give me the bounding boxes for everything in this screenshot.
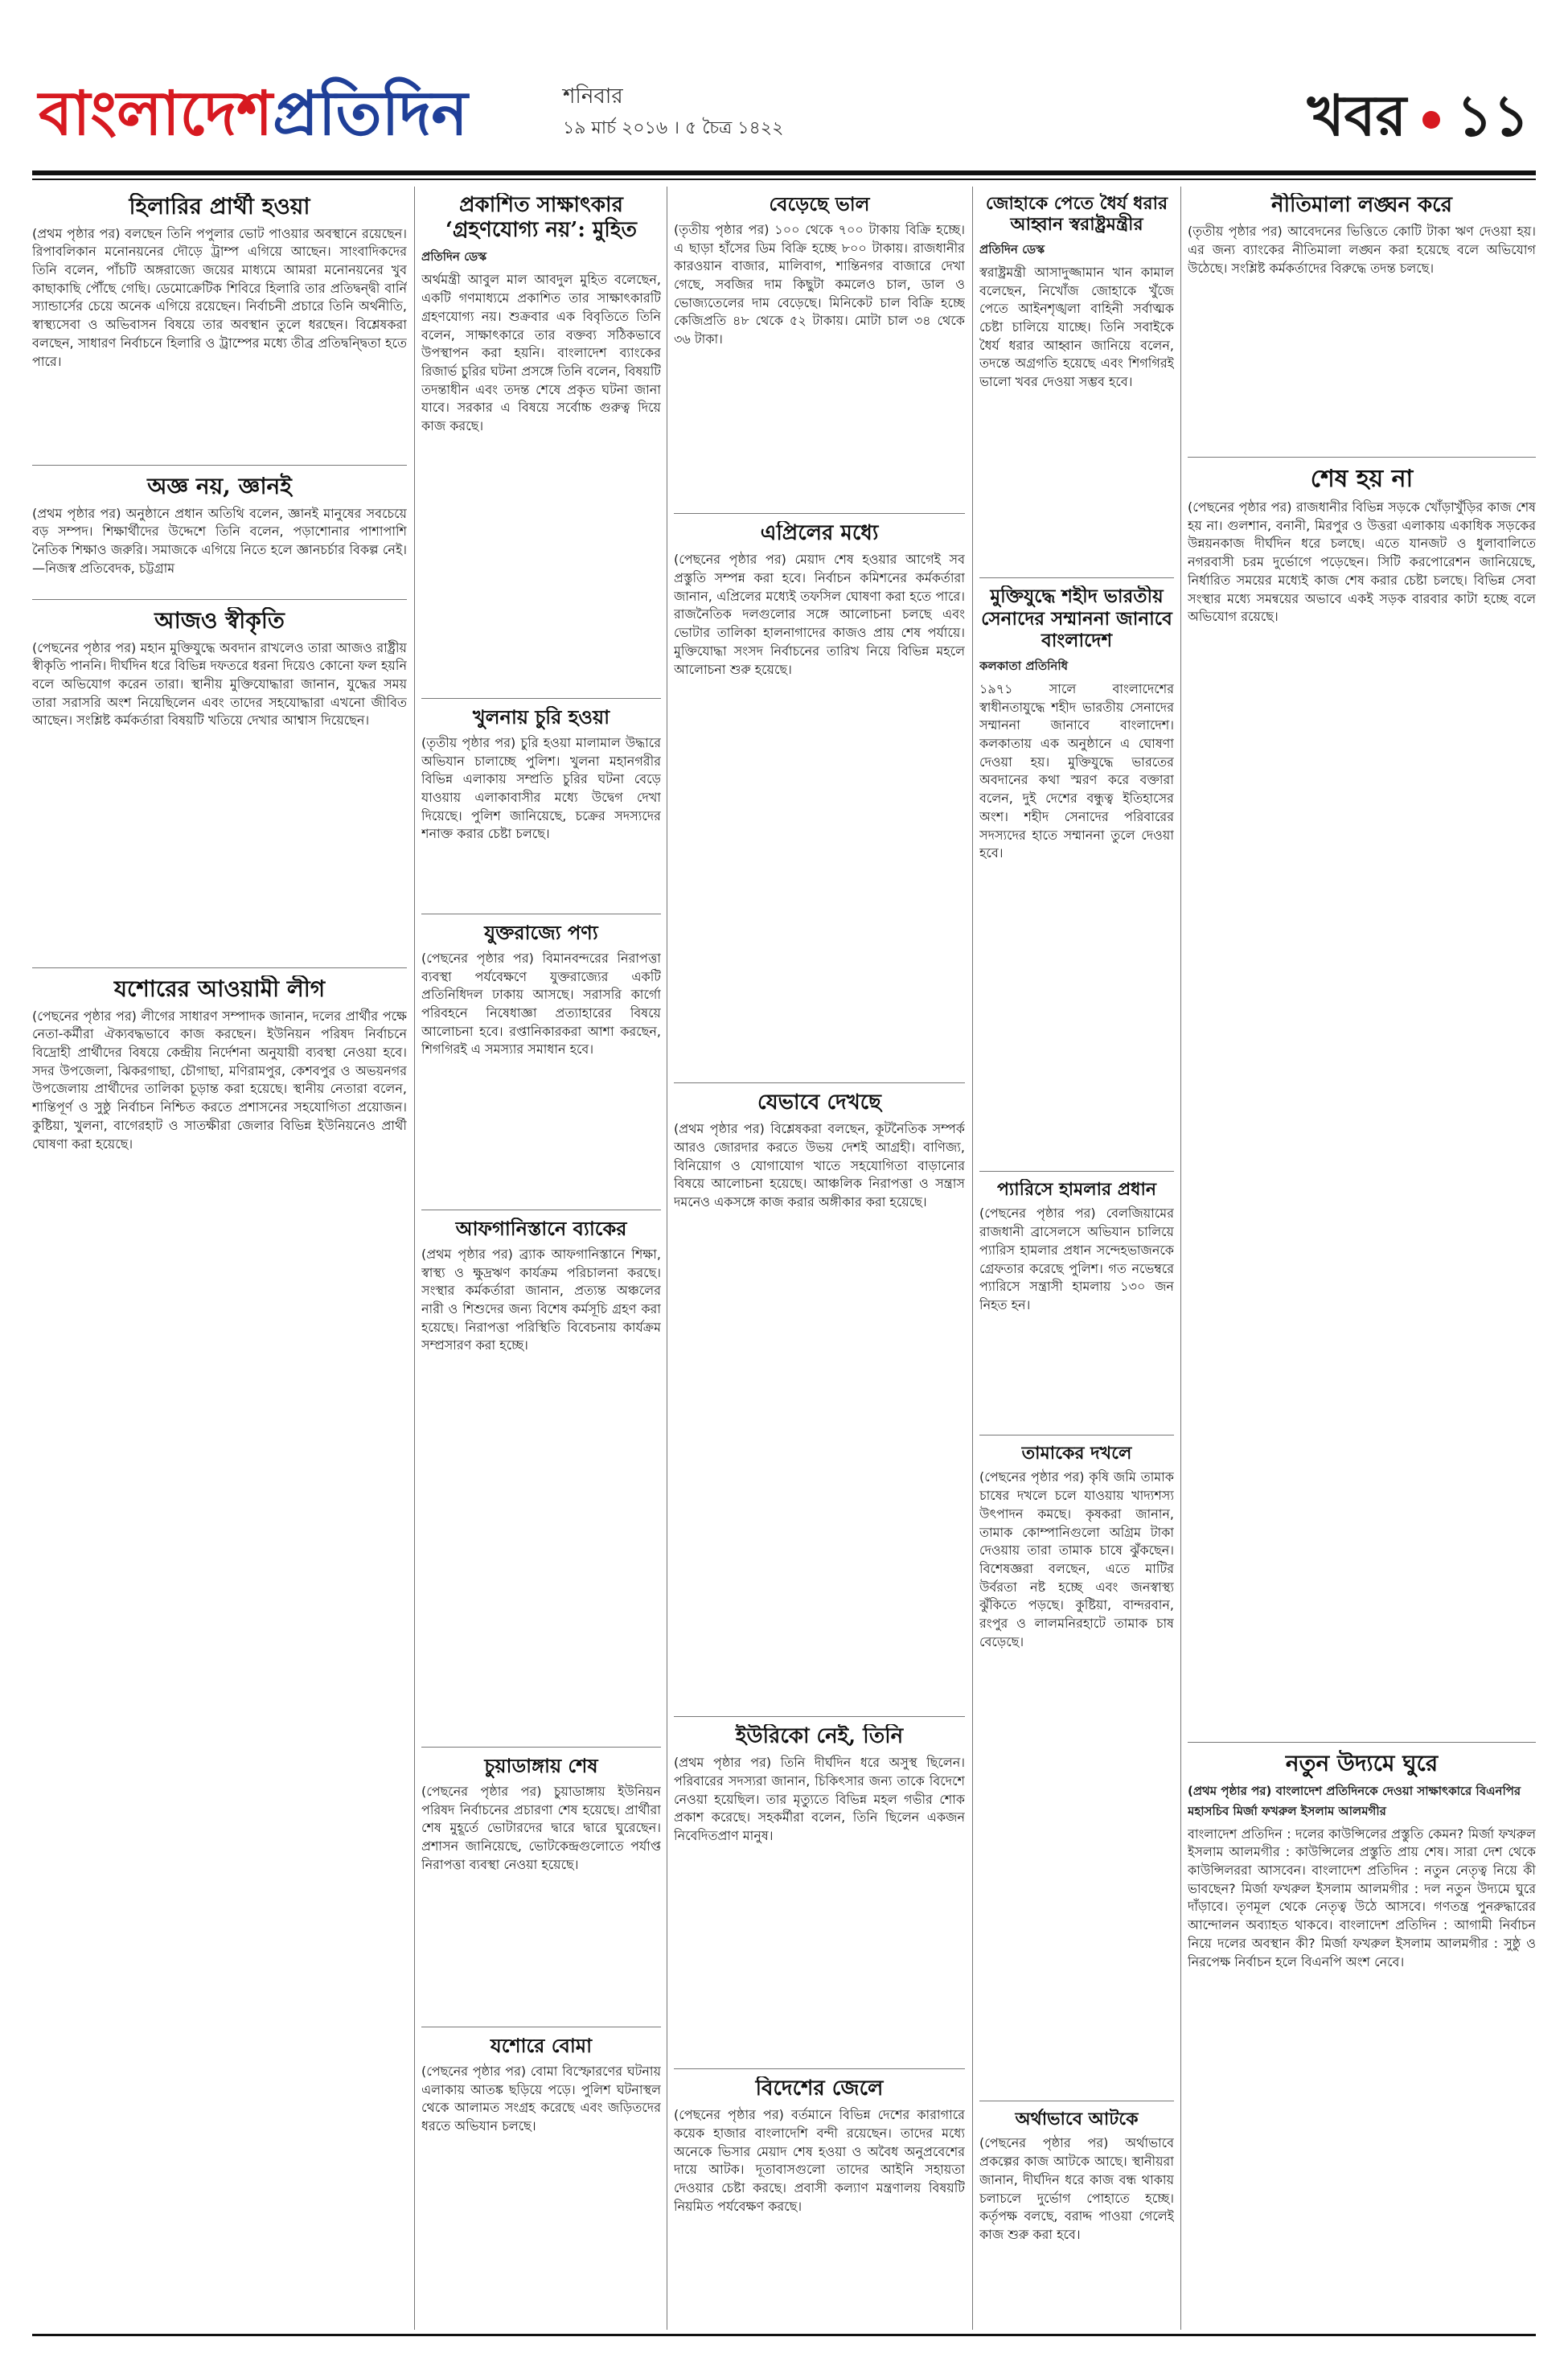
red-dot-icon [1422,111,1440,129]
headline: যশোরে বোমা [490,2035,593,2057]
byline: প্রতিদিন ডেস্ক [421,249,487,265]
brand-part-1: বাংলাদেশ [39,77,273,149]
article-body: (পেছনের পৃষ্ঠার পর) অর্থাভাবে প্রকল্পের কাজ আটকে আছে। স্থানীয়রা জানান, দীর্ঘদিন ধরে কাজ বন্ধ থাকায় চলাচলে দুর্ভোগ পোহাতে হচ্ছে। কর্তৃপক্ষ বলছে, বরাদ্দ পাওয়া গেলেই কাজ শুরু করা হবে। [979,2135,1174,2242]
column-divider [414,187,415,2330]
headline: ইউরিকো নেই, তিনি [735,1724,904,1748]
article-afghan [421,1218,661,1740]
headline: প্যারিসে হামলার প্রধান [996,1179,1157,1200]
article-body: (পেছনের পৃষ্ঠার পর) বোমা বিস্ফোরণের ঘটনায় এলাকায় আতঙ্ক ছড়িয়ে পড়ে। পুলিশ ঘটনাস্থল থেকে আলামত সংগ্রহ করেছে এবং জড়িতদের ধরতে অভিযান চলছে। [421,2063,661,2134]
article-orthavabe [979,2109,1174,2327]
article-body: (পেছনের পৃষ্ঠার পর) বর্তমানে বিভিন্ন দেশের কারাগারে কয়েক হাজার বাংলাদেশি বন্দী রয়েছেন। তাদের মধ্যে অনেকে ভিসার মেয়াদ শেষ হওয়া ও অবৈধ অনুপ্রবেশের দায়ে আটক। দূতাবাসগুলো তাদের আইনি সহায়তা দেওয়ার চেষ্টা করছে। প্রবাসী কল্যাণ মন্ত্রণালয় বিষয়টি নিয়মিত পর্যবেক্ষণ করছে। [674,2107,965,2214]
headline: নতুন উদ্যমে ঘুরে [1285,1750,1439,1776]
article-body: ১৯৭১ সালে বাংলাদেশের স্বাধীনতাযুদ্ধে শহীদ ভারতীয় সেনাদের সম্মাননা জানাবে বাংলাদেশ। কলকাতায় এক অনুষ্ঠানে এ ঘোষণা দেওয়া হয়। মুক্তিযুদ্ধে ভারতের অবদানের কথা স্মরণ করে বক্তারা বলেন, দুই দেশের বন্ধুত্ব ইতিহাসের অংশ। শহীদ সেনাদের পরিবারের সদস্যদের হাতে সম্মাননা তুলে দেওয়া হবে। [979,680,1174,861]
headline: শেষ হয় না [1310,465,1414,493]
article-divider [421,698,661,699]
issue-date: ১৯ মার্চ ২০১৬ । ৫ চৈত্র ১৪২২ [563,118,784,138]
column-divider [1180,187,1181,2330]
article-divider [979,577,1174,578]
article-divider [1188,1742,1536,1743]
section-tag [1307,76,1529,156]
article-body: (পেছনের পৃষ্ঠার পর) কৃষি জমি তামাক চাষের দখলে চলে যাওয়ায় খাদ্যশস্য উৎপাদন কমছে। কৃষকরা জানান, তামাক কোম্পানিগুলো অগ্রিম টাকা দেওয়ায় তারা তামাক চাষে ঝুঁকছেন। বিশেষজ্ঞরা বলছেন, এতে মাটির উর্বরতা নষ্ট হচ্ছে এবং জনস্বাস্থ্য ঝুঁকিতে পড়ছে। কুষ্টিয়া, বান্দরবান, রংপুর ও লালমনিরহাটে তামাক চাষ বেড়েছে। [979,1469,1174,1649]
article-body: বাংলাদেশ প্রতিদিন : দলের কাউন্সিলের প্রস্তুতি কেমন? মির্জা ফখরুল ইসলাম আলমগীর : কাউন্সিলের প্রস্তুতি প্রায় শেষ। সারা দেশ থেকে কাউন্সিলররা আসবেন। বাংলাদেশ প্রতিদিন : নতুন নেতৃত্ব নিয়ে কী ভাবছেন? মির্জা ফখরুল ইসলাম আলমগীর : দল নতুন উদ্যমে ঘুরে দাঁড়াবে। তৃণমূল থেকে নেতৃত্ব উঠে আসবে। গণতন্ত্র পুনরুদ্ধারের আন্দোলন অব্যাহত থাকবে। বাংলাদেশ প্রতিদিন : আগামী নির্বাচন নিয়ে দলের অবস্থান কী? মির্জা ফখরুল ইসলাম আলমগীর : সুষ্ঠু ও নিরপেক্ষ নির্বাচন হলে বিএনপি অংশ নেবে। [1188,1826,1536,1969]
brand-part-2: প্রতিদিন [273,77,468,149]
article-body: (পেছনের পৃষ্ঠার পর) মহান মুক্তিযুদ্ধে অবদান রাখলেও তারা আজও রাষ্ট্রীয় স্বীকৃতি পাননি। দীর্ঘদিন ধরে বিভিন্ন দফতরে ধরনা দিয়েও কোনো ফল হয়নি বলে অভিযোগ করেন তারা। স্থানীয় মুক্তিযোদ্ধারা জানান, যুদ্ধের সময় তারা সরাসরি অংশ নিয়েছিলেন এবং তাদের সহযোদ্ধারা এখনো জীবিত আছেন। সংশ্লিষ্ট কর্মকর্তারা বিষয়টি খতিয়ে দেখার আশ্বাস দিয়েছেন। [32,639,407,729]
column-divider [972,187,973,2330]
headline: নীতিমালা লঙ্ঘন করে [1271,193,1452,217]
page-number: ১১ [1456,83,1529,149]
article-divider [674,2068,965,2069]
headline: অর্থাভাবে আটকে [1015,2109,1139,2130]
article-sakkhatkar [421,193,661,692]
byline: কলকাতা প্রতিনিধি [979,658,1069,673]
section-name: খবর [1307,83,1407,149]
article-divider [32,967,407,968]
article-body: (পেছনের পৃষ্ঠার পর) বিমানবন্দরের নিরাপত্তা ব্যবস্থা পর্যবেক্ষণে যুক্তরাজ্যের একটি প্রতিনিধিদল ঢাকায় আসছে। সরাসরি কার্গো পরিবহনে নিষেধাজ্ঞা প্রত্যাহারের বিষয়ে আলোচনা হবে। রপ্তানিকারকরা আশা করছেন, শিগগিরই এ সমস্যার সমাধান হবে। [421,950,661,1058]
headline: মুক্তিযুদ্ধে শহীদ ভারতীয় সেনাদের সম্মাননা জানাবে বাংলাদেশ [981,585,1172,652]
headline: আফগানিস্তানে ব্যাকের [455,1218,627,1240]
article-divider [674,513,965,514]
article-body: (তৃতীয় পৃষ্ঠার পর) ১০০ থেকে ৭০০ টাকায় বিক্রি হচ্ছে। এ ছাড়া হাঁসের ডিম বিক্রি হচ্ছে ৮০০ টাকায়। রাজধানীর কারওয়ান বাজার, মালিবাগ, শান্তিনগর বাজারে দেখা গেছে, সবজির দাম কিছুটা কমলেও চাল, ডাল ও ভোজ্যতেলের দাম বেড়েছে। মিনিকেট চাল বিক্রি হচ্ছে কেজিপ্রতি ৪৮ থেকে ৫২ টাকায়। মোটা চাল ৩৪ থেকে ৩৬ টাকা। [674,221,965,347]
article-divider [979,1171,1174,1172]
headline: যুক্তরাজ্যে পণ্য [484,922,598,944]
article-eureko [674,1724,965,2062]
headline: প্রকাশিত সাক্ষাৎকার ‘গ্রহণযোগ্য নয়’: মুহিত [445,193,638,243]
edition-info [563,82,783,143]
article-aajo [32,607,407,961]
article-hillary [32,193,407,458]
article-body: (পেছনের পৃষ্ঠার পর) চুয়াডাঙ্গায় ইউনিয়ন পরিষদ নির্বাচনের প্রচারণা শেষ হয়েছে। প্রার্থীরা শেষ মুহূর্তে ভোটারদের দ্বারে দ্বারে ঘুরেছেন। প্রশাসন জানিয়েছে, ভোটকেন্দ্রগুলোতে পর্যাপ্ত নিরাপত্তা ব্যবস্থা নেওয়া হয়েছে। [421,1783,661,1872]
article-body: (পেছনের পৃষ্ঠার পর) মেয়াদ শেষ হওয়ার আগেই সব প্রস্তুতি সম্পন্ন করা হবে। নির্বাচন কমিশনের কর্মকর্তারা জানান, এপ্রিলের মধ্যেই তফসিল ঘোষণা করা হতে পারে। রাজনৈতিক দলগুলোর সঙ্গে আলোচনা চলছে এবং ভোটার তালিকা হালনাগাদের কাজও প্রায় শেষ পর্যায়ে। মুক্তিযোদ্ধা সংসদ নির্বাচনের তারিখ নিয়ে বিভিন্ন মহলে আলোচনা শুরু হয়েছে। [674,552,965,677]
newspaper-logo [39,69,468,158]
article-divider [674,1082,965,1083]
article-chuadanga [421,1755,661,2020]
headline: বেড়েছে ভাল [769,193,870,216]
byline: প্রতিদিন ডেস্ক [979,241,1045,257]
article-divider [32,465,407,466]
article-jebhabe [674,1090,965,1710]
article-body: (তৃতীয় পৃষ্ঠার পর) আবেদনের ভিত্তিতে কোটি টাকা ঋণ দেওয়া হয়। এর জন্য ব্যাংকের নীতিমালা লঙ্ঘন করা হয়েছে বলে অভিযোগ উঠেছে। সংশ্লিষ্ট কর্মকর্তাদের বিরুদ্ধে তদন্ত চলছে। [1188,224,1536,276]
headline: হিলারির প্রার্থী হওয়া [129,193,310,220]
headline: জোহাকে পেতে ধৈর্য ধরার আহ্বান স্বরাষ্ট্রমন্ত্রীর [985,193,1168,236]
headline: তামাকের দখলে [1021,1443,1132,1464]
article-divider [674,1716,965,1717]
headline: আজও স্বীকৃতি [154,607,285,634]
article-body: (পেছনের পৃষ্ঠার পর) বেলজিয়ামের রাজধানী ব্রাসেলসে অভিযান চালিয়ে প্যারিস হামলার প্রধান সন্দেহভাজনকে গ্রেফতার করেছে পুলিশ। গত নভেম্বরে প্যারিসে সন্ত্রাসী হামলায় ১৩০ জন নিহত হন। [979,1205,1174,1312]
article-body: (পেছনের পৃষ্ঠার পর) রাজধানীর বিভিন্ন সড়কে খোঁড়াখুঁড়ির কাজ শেষ হয় না। গুলশান, বনানী, মিরপুর ও উত্তরা এলাকায় একাধিক সড়কের উন্নয়নকাজ দীর্ঘদিন ধরে চলছে। এতে যানজট ও ধুলাবালিতে নগরবাসী চরম দুর্ভোগে পড়েছেন। সিটি করপোরেশন জানিয়েছে, নির্ধারিত সময়ের মধ্যেই কাজ শেষ করার চেষ্টা চলছে। বিভিন্ন সেবা সংস্থার মধ্যে সমন্বয়ের অভাবে একই সড়ক বারবার কাটা হচ্ছে বলে অভিযোগ রয়েছে। [1188,499,1536,625]
article-jessore-league [32,975,407,2327]
article-body: (প্রথম পৃষ্ঠার পর) অনুষ্ঠানে প্রধান অতিথি বলেন, জ্ঞানই মানুষের সবচেয়ে বড় সম্পদ। শিক্ষার্থীদের উদ্দেশে তিনি বলেন, পড়াশোনার পাশাপাশি নৈতিক শিক্ষাও জরুরি। সমাজকে এগিয়ে নিতে হলে জ্ঞানচর্চার বিকল্প নেই। —নিজস্ব প্রতিবেদক, চট্টগ্রাম [32,505,407,576]
article-tamak [979,1443,1174,2094]
article-body: (পেছনের পৃষ্ঠার পর) লীগের সাধারণ সম্পাদক জানান, দলের প্রার্থীর পক্ষে নেতা-কর্মীরা ঐক্যবদ্ধভাবে কাজ করছেন। ইউনিয়ন পরিষদ নির্বাচনে বিদ্রোহী প্রার্থীদের বিষয়ে কেন্দ্রীয় নির্দেশনা অনুযায়ী ব্যবস্থা নেওয়া হবে। সদর উপজেলা, ঝিকরগাছা, চৌগাছা, মণিরামপুর, কেশবপুর ও অভয়নগর উপজেলায় প্রার্থীদের তালিকা চূড়ান্ত করা হয়েছে। স্থানীয় নেতারা বলেন, শান্তিপূর্ণ ও সুষ্ঠু নির্বাচন নিশ্চিত করতে প্রশাসনের সহযোগিতা প্রয়োজন। কুষ্টিয়া, খুলনা, বাগেরহাট ও সাতক্ষীরা জেলার বিভিন্ন ইউনিয়নেও প্রার্থী ঘোষণা করা হয়েছে। [32,1008,407,1152]
article-body: (তৃতীয় পৃষ্ঠার পর) চুরি হওয়া মালামাল উদ্ধারে অভিযান চালাচ্ছে পুলিশ। খুলনা মহানগরীর বিভিন্ন এলাকায় সম্প্রতি চুরির ঘটনা বেড়ে যাওয়ায় এলাকাবাসীর মধ্যে উদ্বেগ দেখা দিয়েছে। পুলিশ জানিয়েছে, চক্রের সদস্যদের শনাক্ত করার চেষ্টা চলছে। [421,734,661,842]
masthead-rule [32,170,1536,175]
article-body: (প্রথম পৃষ্ঠার পর) বিশ্লেষকরা বলছেন, কূটনৈতিক সম্পর্ক আরও জোরদার করতে উভয় দেশই আগ্রহী। বাণিজ্য, বিনিয়োগ ও যোগাযোগ খাতে সহযোগিতা বাড়ানোর বিষয়ে আলোচনা হয়েছে। আঞ্চলিক নিরাপত্তা ও সন্ত্রাস দমনেও একসঙ্গে কাজ করার অঙ্গীকার করা হয়েছে। [674,1121,965,1210]
article-divider [421,1747,661,1748]
article-body: (প্রথম পৃষ্ঠার পর) তিনি দীর্ঘদিন ধরে অসুস্থ ছিলেন। পরিবারের সদস্যরা জানান, চিকিৎসার জন্য তাকে বিদেশে নেওয়া হয়েছিল। তার মৃত্যুতে বিভিন্ন মহল গভীর শোক প্রকাশ করেছে। সহকর্মীরা বলেন, তিনি ছিলেন একজন নিবেদিতপ্রাণ মানুষ। [674,1755,965,1844]
masthead-rule-thin [32,179,1536,180]
article-ogno [32,473,407,594]
page-bottom-rule [32,2334,1536,2336]
article-body: স্বরাষ্ট্রমন্ত্রী আসাদুজ্জামান খান কামাল বলেছেন, নিখোঁজ জোহাকে খুঁজে পেতে আইনশৃঙ্খলা বাহিনী সর্বাত্মক চেষ্টা চালিয়ে যাচ্ছে। তিনি সবাইকে ধৈর্য ধরার আহ্বান জানিয়ে বলেন, তদন্তে অগ্রগতি হয়েছে এবং শিগগিরই ভালো খবর দেওয়া সম্ভব হবে। [979,264,1174,390]
byline: (প্রথম পৃষ্ঠার পর) বাংলাদেশ প্রতিদিনকে দেওয়া সাক্ষাৎকারে বিএনপির মহাসচিব মির্জা ফখরুল ইসলাম আলমগীর [1188,1783,1521,1818]
headline: অজ্ঞ নয়, জ্ঞানই [147,473,292,499]
headline: যশোরের আওয়ামী লীগ [113,975,326,1002]
article-divider [1188,457,1536,458]
weekday: শনিবার [563,84,623,109]
masthead [32,69,1536,174]
article-uk-product [421,922,661,1203]
article-shesh-hoy-na [1188,465,1536,1735]
article-divider [32,599,407,600]
article-khulna-theft [421,706,661,907]
article-body: (প্রথম পৃষ্ঠার পর) বলছেন তিনি পপুলার ভোট পাওয়ার অবস্থানে রয়েছেন। রিপাবলিকান মনোনয়নের দৌড়ে ট্রাম্প এগিয়ে আছেন। সাংবাদিকদের তিনি বলেন, পাঁচটি অঙ্গরাজ্যে জয়ের মাধ্যমে আমরা মনোনয়নের খুব কাছাকাছি পৌঁছে গেছি। ডেমোক্রেটিক শিবিরে হিলারি তার প্রতিদ্বন্দ্বী বার্নি স্যান্ডার্সের চেয়ে অনেক এগিয়ে রয়েছেন। নির্বাচনী প্রচারে তিনি অর্থনীতি, স্বাস্থ্যসেবা ও অভিবাসন বিষয়ে তার অবস্থান তুলে ধরছেন। বিশ্লেষকরা বলছেন, সাধারণ নির্বাচনে হিলারি ও ট্রাম্পের মধ্যে তীব্র প্রতিদ্বন্দ্বিতা হতে পারে। [32,225,407,369]
article-jessore-bomb [421,2035,661,2327]
article-muktijuddho [979,585,1174,1164]
article-nitimala [1188,193,1536,450]
headline: খুলনায় চুরি হওয়া [472,706,610,729]
headline: চুয়াডাঙ্গায় শেষ [484,1755,598,1777]
headline: এপ্রিলের মধ্যে [760,521,879,545]
article-bidesher-jele [674,2076,965,2327]
article-notun-uddome [1188,1750,1536,2327]
headline: যেভাবে দেখছে [757,1090,881,1115]
headline: বিদেশের জেলে [755,2076,884,2101]
article-johake [979,193,1174,571]
article-beriye-valo [674,193,965,507]
article-body: (প্রথম পৃষ্ঠার পর) ব্র্যাক আফগানিস্তানে শিক্ষা, স্বাস্থ্য ও ক্ষুদ্রঋণ কার্যক্রম পরিচালনা করছে। সংস্থার কর্মকর্তারা জানান, প্রত্যন্ত অঞ্চলের নারী ও শিশুদের জন্য বিশেষ কর্মসূচি গ্রহণ করা হয়েছে। নিরাপত্তা পরিস্থিতি বিবেচনায় কার্যক্রম সম্প্রসারণ করা হচ্ছে। [421,1246,661,1353]
article-body: অর্থমন্ত্রী আবুল মাল আবদুল মুহিত বলেছেন, একটি গণমাধ্যমে প্রকাশিত তার সাক্ষাৎকারটি গ্রহণযোগ্য নয়। শুক্রবার এক বিবৃতিতে তিনি বলেন, সাক্ষাৎকারে তার বক্তব্য সঠিকভাবে উপস্থাপন করা হয়নি। বাংলাদেশ ব্যাংকের রিজার্ভ চুরির ঘটনা প্রসঙ্গে তিনি বলেন, বিষয়টি তদন্তাধীন এবং তদন্ত শেষে প্রকৃত ঘটনা জানা যাবে। সরকার এ বিষয়ে সর্বোচ্চ গুরুত্ব দিয়ে কাজ করছে। [421,272,661,434]
article-paris [979,1179,1174,1428]
article-april [674,521,965,1076]
